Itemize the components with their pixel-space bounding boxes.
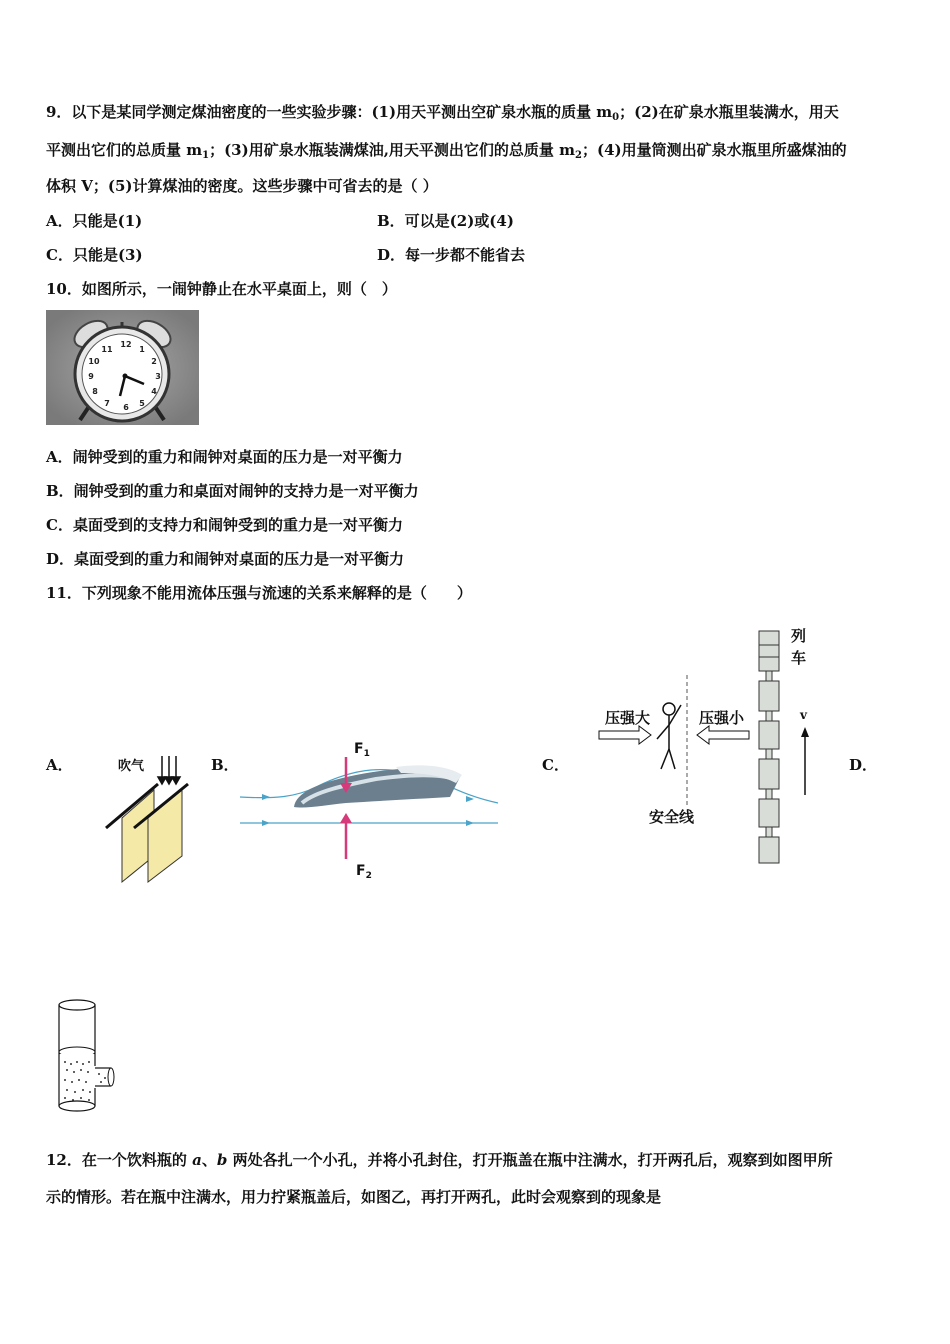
q12-line-1 xyxy=(46,1150,833,1170)
q10-option-a[interactable]: A．闹钟受到的重力和闹钟对桌面的压力是一对平衡力 xyxy=(46,448,403,466)
q11-option-b-label[interactable]: B． xyxy=(211,756,239,774)
q9-option-c[interactable]: C．只能是(3) xyxy=(46,246,143,264)
q9-option-a[interactable]: A．只能是(1) xyxy=(46,212,143,230)
q12-line-2: 示的情形。若在瓶中注满水，用力拧紧瓶盖后，如图乙，再打开两孔，此时会观察到的现象是 xyxy=(46,1188,662,1206)
figure-b-f1-label: $F_1$ xyxy=(354,741,370,759)
figure-a-blow-label: 吹气 xyxy=(118,759,145,774)
figure-c-train-label-1: 列 xyxy=(791,627,807,645)
q12-sep: 、 xyxy=(201,1151,217,1169)
figure-c-train-safety-line xyxy=(595,625,825,870)
figure-c-train-label-2: 车 xyxy=(791,649,807,667)
q9-line-3: 体积 V；(5)计算煤油的密度。这些步骤中可省去的是（ ） xyxy=(46,177,438,195)
clock-numeral-8: 8 xyxy=(92,387,98,396)
figure-c-high-pressure-label: 压强大 xyxy=(605,709,651,727)
clock-numeral-10: 10 xyxy=(88,357,100,366)
q11-option-a-label[interactable]: A． xyxy=(46,756,73,774)
q9-sub-0: 0 xyxy=(612,112,620,123)
q12-text-1a: 12．在一个饮料瓶的 xyxy=(46,1151,193,1169)
clock-numeral-5: 5 xyxy=(139,399,145,408)
q9-text-1b: ；(2)在矿泉水瓶里装满水，用天 xyxy=(619,103,839,121)
q11-option-c-label[interactable]: C． xyxy=(542,756,569,774)
figure-b-f2-label: $F_2$ xyxy=(356,863,372,881)
figure-c-velocity-label: v xyxy=(800,708,807,722)
clock-numeral-1: 1 xyxy=(139,345,145,354)
figure-d-cylinder xyxy=(55,998,120,1113)
q10-option-b[interactable]: B．闹钟受到的重力和桌面对闹钟的支持力是一对平衡力 xyxy=(46,482,419,500)
alarm-clock-figure xyxy=(46,310,199,425)
clock-numeral-6: 6 xyxy=(123,403,129,412)
clock-numeral-7: 7 xyxy=(104,399,110,408)
q10-stem: 10．如图所示，一闹钟静止在水平桌面上，则（ ） xyxy=(46,280,397,298)
q9-sub-1: 1 xyxy=(202,150,210,161)
clock-numeral-3: 3 xyxy=(155,372,161,381)
q9-line-1 xyxy=(46,102,839,128)
q12-text-1b: 两处各扎一个小孔，并将小孔封住，打开瓶盖在瓶中注满水，打开两孔后，观察到如图甲所 xyxy=(227,1151,833,1169)
q10-option-d[interactable]: D．桌面受到的重力和闹钟对桌面的压力是一对平衡力 xyxy=(46,550,405,568)
clock-numeral-4: 4 xyxy=(151,387,157,396)
q9-text-2c: ；(4)用量筒测出矿泉水瓶里所盛煤油的 xyxy=(582,141,847,159)
clock-numeral-2: 2 xyxy=(151,357,157,366)
q11-stem: 11．下列现象不能用流体压强与流速的关系来解释的是（ ） xyxy=(46,584,472,602)
figure-a-papers xyxy=(100,752,200,884)
figure-b-wing xyxy=(236,737,506,882)
q9-text-2b: ；(3)用矿泉水瓶装满煤油,用天平测出它们的总质量 m xyxy=(209,141,576,159)
q10-option-c[interactable]: C．桌面受到的支持力和闹钟受到的重力是一对平衡力 xyxy=(46,516,403,534)
clock-numeral-11: 11 xyxy=(101,345,113,354)
q9-sub-2: 2 xyxy=(575,150,582,161)
q9-option-b[interactable]: B．可以是(2)或(4) xyxy=(377,212,514,230)
q9-option-d[interactable]: D．每一步都不能省去 xyxy=(377,246,526,264)
q12-var-b: b xyxy=(216,1151,228,1169)
q9-text-2a: 平测出它们的总质量 m xyxy=(46,141,203,159)
clock-numeral-12: 12 xyxy=(120,340,132,349)
q11-option-d-label[interactable]: D． xyxy=(849,756,878,774)
figure-c-safety-line-label: 安全线 xyxy=(649,808,695,826)
q9-line-2 xyxy=(46,140,847,166)
clock-numeral-9: 9 xyxy=(88,372,94,381)
q9-text-1a: 9．以下是某同学测定煤油密度的一些实验步骤：(1)用天平测出空矿泉水瓶的质量 m xyxy=(46,103,613,121)
figure-c-low-pressure-label: 压强小 xyxy=(699,709,745,727)
q12-var-a: a xyxy=(192,1151,202,1169)
